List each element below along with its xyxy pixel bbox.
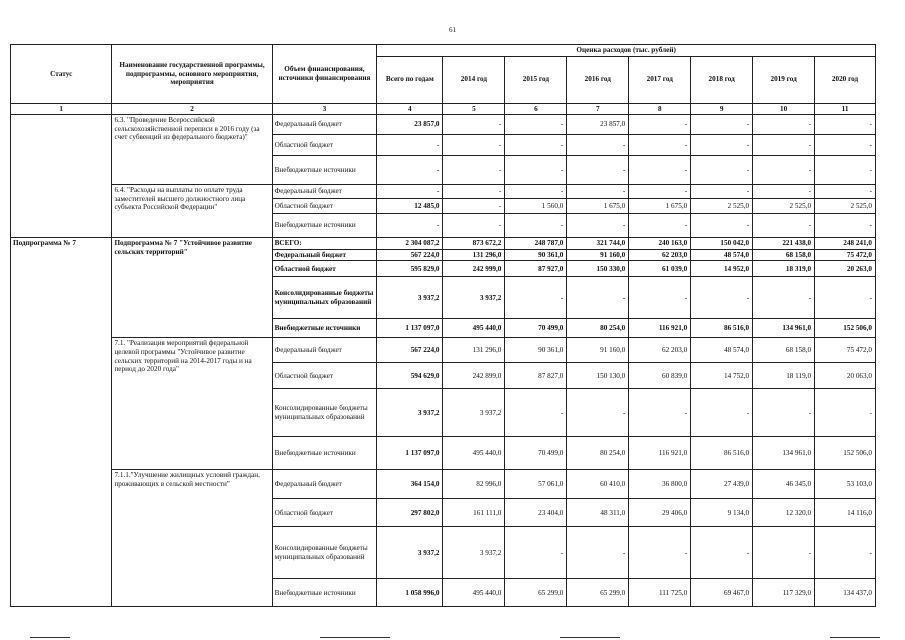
column-number: 4 — [377, 103, 443, 115]
activity-name: 6.4. "Расходы на выплаты по оплате труда заместителей высшего должностного лица субъекта Российской Федерации" — [112, 185, 272, 238]
value-cell: 1 058 996,0 — [377, 579, 443, 607]
value-cell: 23 857,0 — [567, 115, 629, 135]
value-cell: 62 203,0 — [629, 338, 691, 363]
source-label: Консолидированные бюджеты муниципальных образований — [272, 389, 377, 437]
value-cell: 90 361,0 — [505, 338, 567, 363]
value-cell: - — [377, 156, 443, 185]
value-cell: 1 675,0 — [629, 199, 691, 214]
value-cell: - — [629, 185, 691, 199]
value-cell: - — [753, 214, 815, 238]
value-cell: 595 829,0 — [377, 261, 443, 277]
value-cell: - — [691, 277, 753, 319]
value-cell: 117 329,0 — [753, 579, 815, 607]
column-number: 11 — [815, 103, 876, 115]
value-cell: - — [753, 185, 815, 199]
value-cell: 57 061,0 — [505, 470, 567, 499]
value-cell: 70 499,0 — [505, 319, 567, 338]
value-cell: - — [505, 185, 567, 199]
source-label: Внебюджетные источники — [272, 437, 377, 470]
value-cell: - — [691, 115, 753, 135]
value-cell: - — [567, 214, 629, 238]
value-cell: 2 304 087,2 — [377, 238, 443, 250]
value-cell: - — [567, 277, 629, 319]
column-number: 7 — [567, 103, 629, 115]
value-cell: 14 116,0 — [815, 499, 876, 527]
value-cell: 242 999,0 — [443, 261, 505, 277]
source-label: Областной бюджет — [272, 135, 377, 156]
source-label: Внебюджетные источники — [272, 214, 377, 238]
header-year: 2018 год — [691, 56, 753, 103]
value-cell: 70 499,0 — [505, 437, 567, 470]
source-label: Областной бюджет — [272, 199, 377, 214]
value-cell: 321 744,0 — [567, 238, 629, 250]
value-cell: 364 154,0 — [377, 470, 443, 499]
value-cell: 297 802,0 — [377, 499, 443, 527]
header-year: 2017 год — [629, 56, 691, 103]
value-cell: - — [753, 389, 815, 437]
value-cell: 61 039,0 — [629, 261, 691, 277]
value-cell: 90 361,0 — [505, 249, 567, 261]
value-cell: 131 296,0 — [443, 249, 505, 261]
value-cell: 36 800,0 — [629, 470, 691, 499]
value-cell: - — [443, 115, 505, 135]
value-cell: 3 937,2 — [377, 277, 443, 319]
header-name: Наименование государственной программы, подпрограммы, основного мероприятия, мероприятия — [112, 45, 272, 104]
value-cell: - — [691, 527, 753, 579]
value-cell: 87 927,0 — [505, 261, 567, 277]
value-cell: 23 857,0 — [377, 115, 443, 135]
value-cell: 150 330,0 — [567, 261, 629, 277]
value-cell: 131 296,0 — [443, 338, 505, 363]
value-cell: 150 130,0 — [567, 363, 629, 389]
scan-edge-line — [560, 637, 620, 638]
value-cell: - — [815, 115, 876, 135]
value-cell: - — [505, 115, 567, 135]
value-cell: 111 725,0 — [629, 579, 691, 607]
value-cell: - — [377, 214, 443, 238]
value-cell: 18 319,0 — [753, 261, 815, 277]
value-cell: - — [629, 135, 691, 156]
value-cell: - — [567, 527, 629, 579]
value-cell: 495 440,0 — [443, 579, 505, 607]
status-cell — [11, 115, 112, 238]
value-cell: 1 560,0 — [505, 199, 567, 214]
value-cell: - — [815, 277, 876, 319]
value-cell: - — [505, 135, 567, 156]
status-subprogram-7: Подпрограмма № 7 — [11, 238, 112, 607]
header-year: 2014 год — [443, 56, 505, 103]
scan-edge-line — [830, 637, 880, 638]
value-cell: 3 937,2 — [377, 389, 443, 437]
value-cell: 12 320,0 — [753, 499, 815, 527]
value-cell: 3 937,2 — [377, 527, 443, 579]
value-cell: - — [753, 115, 815, 135]
value-cell: - — [815, 214, 876, 238]
value-cell: - — [377, 185, 443, 199]
value-cell: 14 752,0 — [691, 363, 753, 389]
value-cell: - — [753, 277, 815, 319]
value-cell: - — [629, 214, 691, 238]
value-cell: 65 299,0 — [505, 579, 567, 607]
value-cell: 23 404,0 — [505, 499, 567, 527]
column-number: 5 — [443, 103, 505, 115]
value-cell: 29 406,0 — [629, 499, 691, 527]
value-cell: 62 203,0 — [629, 249, 691, 261]
value-cell: - — [505, 389, 567, 437]
value-cell: 20 263,0 — [815, 261, 876, 277]
value-cell: 161 111,0 — [443, 499, 505, 527]
header-year: 2020 год — [815, 56, 876, 103]
column-number: 1 — [11, 103, 112, 115]
value-cell: - — [567, 389, 629, 437]
value-cell: 134 961,0 — [753, 319, 815, 338]
value-cell: 48 574,0 — [691, 338, 753, 363]
value-cell: 86 516,0 — [691, 437, 753, 470]
header-year: 2015 год — [505, 56, 567, 103]
value-cell: 116 921,0 — [629, 319, 691, 338]
value-cell: - — [443, 214, 505, 238]
value-cell: 1 675,0 — [567, 199, 629, 214]
value-cell: 248 241,0 — [815, 238, 876, 250]
value-cell: 2 525,0 — [815, 199, 876, 214]
value-cell: 80 254,0 — [567, 319, 629, 338]
value-cell: 68 158,0 — [753, 249, 815, 261]
value-cell: - — [815, 185, 876, 199]
value-cell: 9 134,0 — [691, 499, 753, 527]
source-label: Областной бюджет — [272, 499, 377, 527]
value-cell: - — [567, 185, 629, 199]
value-cell: 240 163,0 — [629, 238, 691, 250]
header-year: 2019 год — [753, 56, 815, 103]
value-cell: 567 224,0 — [377, 338, 443, 363]
value-cell: - — [691, 214, 753, 238]
value-cell: 18 119,0 — [753, 363, 815, 389]
column-number: 6 — [505, 103, 567, 115]
value-cell: 134 961,0 — [753, 437, 815, 470]
value-cell: 2 525,0 — [691, 199, 753, 214]
value-cell: - — [753, 156, 815, 185]
value-cell: 87 827,0 — [505, 363, 567, 389]
value-cell: - — [567, 156, 629, 185]
value-cell: 495 440,0 — [443, 319, 505, 338]
value-cell: 1 137 097,0 — [377, 437, 443, 470]
value-cell: 82 996,0 — [443, 470, 505, 499]
value-cell: 80 254,0 — [567, 437, 629, 470]
subprogram-7-name: Подпрограмма № 7 "Устойчивое развитие сельских территорий" — [112, 238, 272, 338]
value-cell: - — [753, 527, 815, 579]
value-cell: 221 438,0 — [753, 238, 815, 250]
source-label: Внебюджетные источники — [272, 319, 377, 338]
source-label: Внебюджетные источники — [272, 579, 377, 607]
value-cell: 567 224,0 — [377, 249, 443, 261]
source-label: Федеральный бюджет — [272, 185, 377, 199]
value-cell: 1 137 097,0 — [377, 319, 443, 338]
header-status: Статус — [11, 45, 112, 104]
value-cell: 69 467,0 — [691, 579, 753, 607]
value-cell: 60 839,0 — [629, 363, 691, 389]
value-cell: 27 439,0 — [691, 470, 753, 499]
source-label: Областной бюджет — [272, 363, 377, 389]
value-cell: - — [815, 389, 876, 437]
source-label: Федеральный бюджет — [272, 338, 377, 363]
column-number: 2 — [112, 103, 272, 115]
scan-edge-line — [320, 637, 390, 638]
value-cell: 150 042,0 — [691, 238, 753, 250]
value-cell: 68 158,0 — [753, 338, 815, 363]
source-label: Федеральный бюджет — [272, 249, 377, 261]
value-cell: 48 574,0 — [691, 249, 753, 261]
source-label: ВСЕГО: — [272, 238, 377, 250]
value-cell: 75 472,0 — [815, 249, 876, 261]
value-cell: 134 437,0 — [815, 579, 876, 607]
value-cell: 152 506,0 — [815, 437, 876, 470]
page-number: 61 — [449, 26, 456, 34]
column-number: 3 — [272, 103, 377, 115]
value-cell: 12 485,0 — [377, 199, 443, 214]
column-number: 10 — [753, 103, 815, 115]
value-cell: - — [505, 156, 567, 185]
value-cell: - — [691, 185, 753, 199]
value-cell: 46 345,0 — [753, 470, 815, 499]
budget-table — [10, 44, 876, 607]
value-cell: 60 410,0 — [567, 470, 629, 499]
value-cell: 48 311,0 — [567, 499, 629, 527]
column-number: 9 — [691, 103, 753, 115]
value-cell: - — [629, 156, 691, 185]
value-cell: 3 937,2 — [443, 527, 505, 579]
value-cell: - — [629, 115, 691, 135]
activity-name: 6.3. "Проведение Всероссийской сельскохозяйственной переписи в 2016 году (за счет субвенций из федерального бюджета)" — [112, 115, 272, 185]
source-label: Консолидированные бюджеты муниципальных образований — [272, 527, 377, 579]
value-cell: 20 063,0 — [815, 363, 876, 389]
value-cell: - — [691, 156, 753, 185]
activity-name: 7.1.1."Улучшение жилищных условий граждан, проживающих в сельской местности" — [112, 470, 272, 607]
source-label: Федеральный бюджет — [272, 115, 377, 135]
value-cell: 152 506,0 — [815, 319, 876, 338]
value-cell: 242 899,0 — [443, 363, 505, 389]
value-cell: - — [753, 135, 815, 156]
value-cell: 91 160,0 — [567, 338, 629, 363]
value-cell: 873 672,2 — [443, 238, 505, 250]
value-cell: 3 937,2 — [443, 277, 505, 319]
value-cell: - — [505, 214, 567, 238]
header-year: 2016 год — [567, 56, 629, 103]
header-estimate: Оценка расходов (тыс. рублей) — [377, 45, 876, 57]
value-cell: - — [377, 135, 443, 156]
activity-name: 7.1. "Реализация мероприятий федеральной целевой программы "Устойчивое развитие сельских территорий на 2014-2017 годы и на период до 2020 года" — [112, 338, 272, 470]
value-cell: - — [443, 135, 505, 156]
header-volume: Объем финансирования, источники финансирования — [272, 45, 377, 104]
scan-edge-line — [30, 637, 70, 638]
source-label: Консолидированные бюджеты муниципальных образований — [272, 277, 377, 319]
value-cell: - — [691, 389, 753, 437]
value-cell: 248 787,0 — [505, 238, 567, 250]
value-cell: 3 937,2 — [443, 389, 505, 437]
value-cell: 2 525,0 — [753, 199, 815, 214]
value-cell: - — [505, 277, 567, 319]
value-cell: 495 440,0 — [443, 437, 505, 470]
value-cell: - — [691, 135, 753, 156]
source-label: Областной бюджет — [272, 261, 377, 277]
value-cell: - — [443, 199, 505, 214]
value-cell: 75 472,0 — [815, 338, 876, 363]
value-cell: - — [815, 156, 876, 185]
value-cell: - — [629, 527, 691, 579]
value-cell: - — [815, 135, 876, 156]
value-cell: - — [505, 527, 567, 579]
value-cell: - — [629, 277, 691, 319]
value-cell: 14 952,0 — [691, 261, 753, 277]
header-total: Всего по годам — [377, 56, 443, 103]
value-cell: 116 921,0 — [629, 437, 691, 470]
column-number: 8 — [629, 103, 691, 115]
value-cell: 65 299,0 — [567, 579, 629, 607]
value-cell: 86 516,0 — [691, 319, 753, 338]
value-cell: 53 103,0 — [815, 470, 876, 499]
value-cell: - — [443, 185, 505, 199]
value-cell: - — [567, 135, 629, 156]
value-cell: - — [815, 527, 876, 579]
value-cell: 91 160,0 — [567, 249, 629, 261]
source-label: Внебюджетные источники — [272, 156, 377, 185]
source-label: Федеральный бюджет — [272, 470, 377, 499]
value-cell: 594 629,0 — [377, 363, 443, 389]
value-cell: - — [443, 156, 505, 185]
value-cell: - — [629, 389, 691, 437]
